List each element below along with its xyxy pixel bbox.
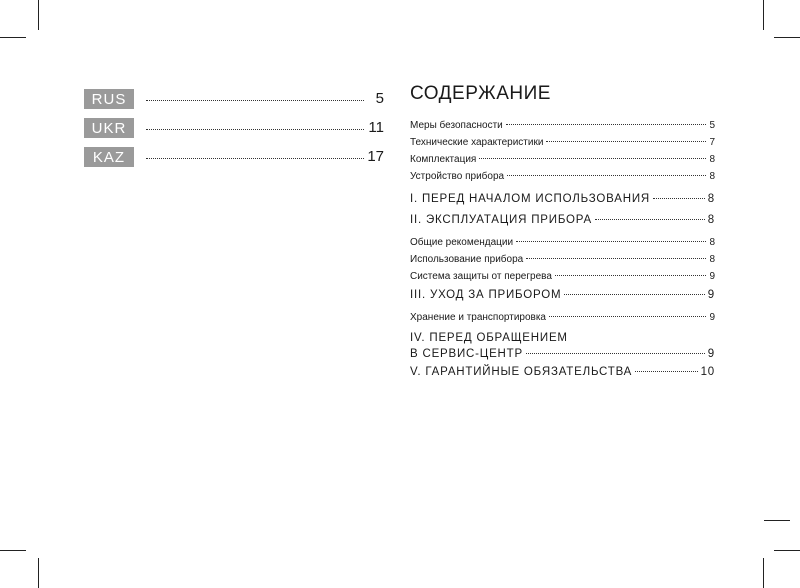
- toc-entry-page: 7: [709, 137, 715, 148]
- crop-mark: [38, 0, 39, 30]
- language-badge: RUS: [84, 89, 134, 109]
- crop-mark: [38, 558, 39, 588]
- toc-title: СОДЕРЖАНИЕ: [410, 83, 551, 104]
- crop-mark: [763, 0, 764, 30]
- dot-leader: [507, 175, 706, 176]
- toc-section-text: В СЕРВИС-ЦЕНТР: [410, 348, 523, 360]
- language-badge: UKR: [84, 118, 134, 138]
- dot-leader: [146, 129, 364, 130]
- toc-entry[interactable]: [410, 151, 715, 168]
- crop-mark: [0, 550, 26, 551]
- toc-entry-page: 9: [709, 271, 715, 282]
- dot-leader: [635, 371, 697, 372]
- dot-leader: [564, 294, 704, 295]
- toc-section-text: V. ГАРАНТИЙНЫЕ ОБЯЗАТЕЛЬСТВА: [410, 362, 634, 383]
- toc-entry-page: 10: [700, 366, 715, 378]
- dot-leader: [506, 124, 707, 125]
- toc-entry-page: 8: [709, 237, 715, 248]
- toc-entry-text: Комплектация: [410, 151, 478, 168]
- toc-entry-page: 9: [709, 312, 715, 323]
- dot-leader: [555, 275, 707, 276]
- toc-section-text: I. ПЕРЕД НАЧАЛОМ ИСПОЛЬЗОВАНИЯ: [410, 189, 652, 210]
- toc-entry-text: Общие рекомендации: [410, 234, 515, 251]
- toc-section-text: II. ЭКСПЛУАТАЦИЯ ПРИБОРА: [410, 210, 594, 231]
- toc-section[interactable]: [410, 330, 715, 362]
- toc-entry-page: 5: [709, 120, 715, 131]
- dot-leader: [549, 316, 706, 317]
- toc-section[interactable]: [410, 362, 715, 383]
- toc-entry-text: Технические характеристики: [410, 134, 545, 151]
- toc-entry[interactable]: [410, 251, 715, 268]
- toc-section-text: III. УХОД ЗА ПРИБОРОМ: [410, 285, 563, 306]
- toc-entry[interactable]: [410, 168, 715, 185]
- dot-leader: [516, 241, 706, 242]
- toc-entry[interactable]: [410, 234, 715, 251]
- crop-mark: [0, 37, 26, 38]
- toc-entry-text: Устройство прибора: [410, 168, 506, 185]
- language-entry-rus[interactable]: [84, 88, 384, 110]
- language-page-number: 5: [375, 90, 384, 107]
- toc-entry-page: 8: [709, 254, 715, 265]
- dot-leader: [546, 141, 706, 142]
- crop-mark: [774, 37, 800, 38]
- language-entry-ukr[interactable]: [84, 117, 384, 139]
- dot-leader: [653, 198, 705, 199]
- dot-leader: [595, 219, 705, 220]
- toc-entry-page: 9: [707, 289, 715, 301]
- language-badge: KAZ: [84, 147, 134, 167]
- toc-entry[interactable]: [410, 268, 715, 285]
- toc-entry[interactable]: [410, 117, 715, 134]
- toc-entry-page: 8: [707, 214, 715, 226]
- dot-leader: [526, 258, 706, 259]
- toc-section-line: [410, 346, 715, 362]
- dot-leader: [526, 353, 705, 354]
- crop-mark: [774, 550, 800, 551]
- toc-section[interactable]: [410, 189, 715, 210]
- toc-entry-page: 8: [709, 154, 715, 165]
- toc-section[interactable]: [410, 285, 715, 306]
- dot-leader: [146, 100, 364, 101]
- toc-entry-text: Хранение и транспортировка: [410, 309, 548, 326]
- dot-leader: [479, 158, 706, 159]
- table-of-contents: [410, 83, 715, 383]
- language-entry-kaz[interactable]: [84, 146, 384, 168]
- toc-entry-text: Использование прибора: [410, 251, 525, 268]
- crop-mark: [764, 520, 790, 521]
- toc-entry-page: 8: [709, 171, 715, 182]
- crop-mark: [763, 558, 764, 588]
- toc-entry-page: 8: [707, 193, 715, 205]
- language-page-number: 11: [368, 119, 384, 136]
- toc-entry-text: Меры безопасности: [410, 117, 505, 134]
- toc-entry[interactable]: [410, 309, 715, 326]
- language-page-number: 17: [367, 148, 384, 165]
- dot-leader: [146, 158, 364, 159]
- toc-entry[interactable]: [410, 134, 715, 151]
- toc-entry-text: Система защиты от перегрева: [410, 268, 554, 285]
- toc-entry-page: 9: [707, 348, 715, 360]
- toc-section-text: IV. ПЕРЕД ОБРАЩЕНИЕМ: [410, 332, 568, 344]
- toc-section[interactable]: [410, 210, 715, 231]
